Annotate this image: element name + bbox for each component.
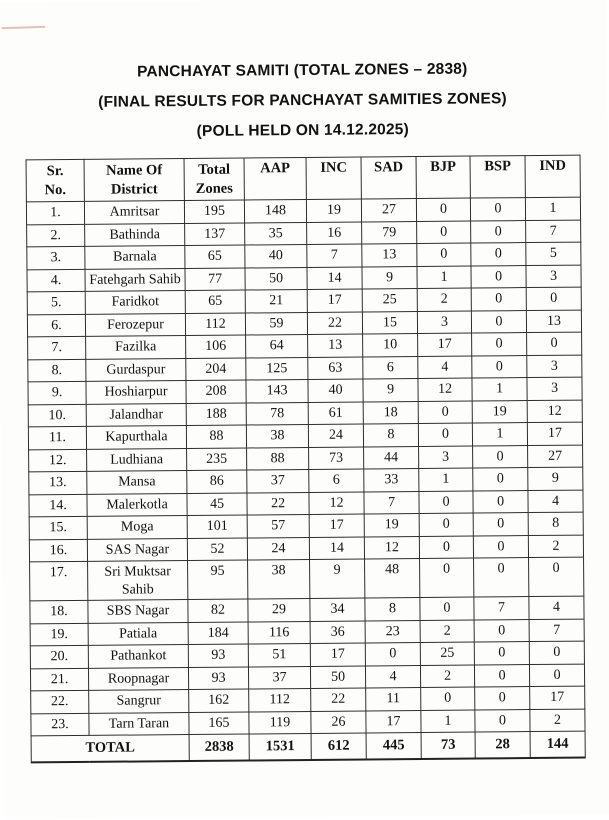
cell-sad: 15	[362, 311, 417, 334]
cell-bsp: 0	[473, 445, 528, 468]
cell-sr: 10.	[28, 404, 86, 427]
cell-district: Moga	[87, 516, 187, 539]
cell-sad: 27	[361, 199, 416, 222]
cell-sr: 21.	[30, 668, 88, 691]
cell-sr: 13.	[29, 471, 87, 494]
cell-aap: 78	[246, 402, 308, 425]
cell-inc: 14	[309, 536, 364, 559]
cell-sad: 0	[365, 643, 420, 666]
cell-bjp: 0	[417, 221, 471, 244]
cell-aap: 59	[245, 312, 307, 335]
cell-ind: 17	[527, 422, 582, 445]
cell-inc: 34	[310, 598, 365, 621]
cell-sr: 11.	[28, 426, 86, 449]
cell-bsp: 0	[471, 243, 526, 266]
cell-total: 195	[184, 200, 244, 223]
cell-bjp: 25	[420, 642, 474, 665]
cell-ind: 2	[528, 535, 583, 558]
cell-ind: 0	[529, 557, 584, 596]
cell-bsp: 0	[474, 619, 529, 642]
cell-sad: 7	[364, 491, 419, 514]
cell-sad: 44	[364, 446, 419, 469]
cell-bsp: 0	[473, 535, 528, 558]
cell-bjp: 17	[418, 333, 472, 356]
cell-sr: 6.	[27, 314, 85, 337]
cell-district: Faridkot	[85, 291, 185, 314]
col-header-total-zones: Total Zones	[184, 158, 244, 201]
cell-sad: 13	[362, 244, 417, 267]
cell-ind: 3	[527, 355, 582, 378]
cell-district: Sangrur	[89, 690, 189, 713]
cell-bsp: 0	[473, 468, 528, 491]
document-title-line1: PANCHAYAT SAMITI (TOTAL ZONES – 2838)	[136, 60, 468, 81]
cell-district: Ludhiana	[87, 448, 187, 471]
cell-bsp: 0	[471, 288, 526, 311]
cell-sad: 48	[365, 559, 420, 598]
cell-aap: 38	[248, 559, 310, 599]
cell-bjp: 0	[419, 491, 473, 514]
cell-sr: 4.	[27, 269, 85, 292]
cell-total: 77	[185, 268, 245, 291]
cell-district: Mansa	[87, 471, 187, 494]
cell-bjp: 1	[419, 468, 473, 491]
cell-inc: 17	[309, 514, 364, 537]
cell-sr: 8.	[28, 359, 86, 382]
cell-sad: 23	[365, 620, 420, 643]
cell-bsp: 19	[472, 400, 527, 423]
cell-district: Tarn Taran	[89, 712, 189, 735]
table-header-row	[26, 155, 580, 202]
cell-sad: 11	[366, 688, 421, 711]
cell-inc: 6	[309, 469, 364, 492]
cell-total: 82	[188, 599, 248, 622]
cell-ind: 17	[530, 686, 585, 709]
cell-inc: 73	[309, 446, 364, 469]
cell-total: 204	[186, 358, 246, 381]
cell-aap: 116	[248, 621, 310, 644]
cell-aap: 24	[247, 537, 309, 560]
document-title-line2: (FINAL RESULTS FOR PANCHAYAT SAMITIES ZONES)	[98, 90, 507, 111]
cell-sr: 22.	[31, 690, 89, 713]
cell-aap: 38	[246, 424, 308, 447]
cell-sr: 7.	[28, 336, 86, 359]
cell-district: Gurdaspur	[86, 358, 186, 381]
cell-sr: 3.	[27, 246, 85, 269]
cell-inc: 12	[309, 491, 364, 514]
cell-ind: 4	[528, 490, 583, 513]
cell-sr: 2.	[27, 224, 85, 247]
cell-bsp: 0	[475, 709, 530, 732]
cell-total: 165	[189, 712, 249, 735]
cell-sr: 20.	[30, 645, 88, 668]
cell-bsp: 0	[474, 558, 529, 597]
cell-bjp: 0	[421, 687, 475, 710]
cell-inc: 40	[308, 379, 363, 402]
cell-sad: 25	[362, 289, 417, 312]
cell-sad: 79	[362, 221, 417, 244]
cell-inc: 17	[310, 643, 365, 666]
cell-sr: 12.	[29, 449, 87, 472]
cell-ind: 3	[526, 265, 581, 288]
cell-total: 86	[187, 470, 247, 493]
cell-inc: 61	[308, 401, 363, 424]
cell-total: 65	[185, 290, 245, 313]
cell-total: 106	[186, 335, 246, 358]
cell-district: Ferozepur	[85, 313, 185, 336]
cell-district: Fatehgarh Sahib	[85, 268, 185, 291]
cell-inc: 50	[310, 665, 365, 688]
cell-bsp: 0	[471, 220, 526, 243]
cell-inc: 19	[306, 199, 361, 222]
cell-inc: 24	[308, 424, 363, 447]
cell-district: SAS Nagar	[87, 538, 187, 561]
cell-bjp: 0	[419, 513, 473, 536]
cell-ind: 4	[529, 596, 584, 619]
cell-district: SBS Nagar	[88, 600, 188, 623]
cell-sr: 9.	[28, 381, 86, 404]
cell-ind: 2	[530, 709, 585, 732]
cell-sr: 1.	[26, 201, 84, 224]
cell-aap: 119	[249, 711, 311, 734]
cell-sr: 16.	[29, 539, 87, 562]
cell-bsp: 0	[473, 513, 528, 536]
total-bjp-value: 73	[421, 732, 475, 758]
cell-inc: 14	[307, 266, 362, 289]
cell-sad: 12	[364, 536, 419, 559]
cell-bsp: 0	[471, 265, 526, 288]
cell-bjp: 4	[418, 356, 472, 379]
cell-total: 184	[188, 622, 248, 645]
cell-district: Pathankot	[88, 645, 188, 668]
cell-bjp: 2	[420, 620, 474, 643]
cell-bjp: 2	[417, 288, 471, 311]
total-bsp-value: 28	[475, 732, 530, 758]
col-header-district: Name Of District	[84, 159, 184, 202]
cell-sr: 14.	[29, 494, 87, 517]
cell-aap: 143	[246, 379, 308, 402]
cell-bjp: 0	[419, 536, 473, 559]
cell-bsp: 7	[474, 597, 529, 620]
cell-total: 208	[186, 380, 246, 403]
total-inc-value: 612	[311, 733, 366, 759]
cell-sad: 8	[365, 598, 420, 621]
total-aap-value: 1531	[249, 733, 311, 760]
total-row	[31, 731, 585, 762]
cell-bsp: 0	[470, 198, 525, 221]
cell-total: 93	[188, 667, 248, 690]
col-header-sr-no: Sr. No.	[26, 159, 84, 202]
document-title-line3: (POLL HELD ON 14.12.2025)	[196, 121, 410, 140]
cell-sad: 4	[365, 665, 420, 688]
cell-bsp: 0	[475, 687, 530, 710]
cell-ind: 5	[526, 242, 581, 265]
total-ind-value: 144	[530, 731, 585, 757]
cell-sad: 9	[362, 266, 417, 289]
col-header-ind: IND	[525, 155, 580, 197]
cell-district: Hoshiarpur	[86, 381, 186, 404]
cell-ind: 13	[526, 310, 581, 333]
cell-ind: 0	[529, 641, 584, 664]
col-header-bjp: BJP	[416, 156, 470, 198]
cell-total: 162	[189, 689, 249, 712]
cell-district: Jalandhar	[86, 403, 186, 426]
cell-bjp: 12	[418, 378, 472, 401]
cell-bjp: 2	[420, 665, 474, 688]
cell-aap: 64	[246, 334, 308, 357]
cell-sad: 18	[363, 401, 418, 424]
cell-inc: 17	[307, 289, 362, 312]
total-sad-value: 445	[366, 732, 421, 758]
cell-district: Roopnagar	[88, 667, 188, 690]
col-header-inc: INC	[306, 157, 361, 199]
cell-bjp: 1	[417, 266, 471, 289]
cell-aap: 37	[247, 469, 309, 492]
cell-ind: 1	[525, 197, 580, 220]
cell-district: Sri Muktsar Sahib	[88, 561, 188, 601]
cell-total: 188	[186, 403, 246, 426]
cell-aap: 40	[245, 244, 307, 267]
cell-total: 52	[187, 538, 247, 561]
cell-bjp: 0	[416, 198, 470, 221]
cell-bjp: 1	[421, 710, 475, 733]
cell-bjp: 0	[418, 401, 472, 424]
cell-aap: 21	[245, 289, 307, 312]
cell-aap: 148	[244, 199, 306, 222]
cell-ind: 3	[527, 377, 582, 400]
cell-total: 45	[187, 493, 247, 516]
cell-inc: 36	[310, 620, 365, 643]
col-header-sad: SAD	[361, 157, 416, 199]
cell-aap: 35	[245, 222, 307, 245]
cell-bsp: 0	[473, 490, 528, 513]
cell-district: Kapurthala	[86, 426, 186, 449]
cell-total: 65	[185, 245, 245, 268]
cell-ind: 0	[526, 287, 581, 310]
cell-ind: 0	[529, 664, 584, 687]
cell-inc: 9	[310, 559, 365, 598]
cell-ind: 9	[528, 467, 583, 490]
cell-bsp: 0	[474, 664, 529, 687]
cell-total: 137	[185, 223, 245, 246]
cell-bsp: 0	[474, 642, 529, 665]
cell-total: 235	[187, 448, 247, 471]
cell-sr: 23.	[31, 713, 89, 736]
cell-sad: 9	[363, 379, 418, 402]
cell-bjp: 3	[419, 446, 473, 469]
cell-inc: 13	[308, 334, 363, 357]
cell-district: Amritsar	[84, 201, 184, 224]
cell-bjp: 0	[420, 597, 474, 620]
cell-sr: 15.	[29, 516, 87, 539]
cell-sad: 19	[364, 514, 419, 537]
document-header	[0, 53, 607, 148]
cell-inc: 22	[307, 311, 362, 334]
col-header-aap: AAP	[244, 157, 306, 200]
cell-ind: 7	[526, 220, 581, 243]
scan-artifact-line	[1, 26, 45, 29]
cell-bjp: 0	[420, 558, 474, 597]
cell-bjp: 0	[418, 423, 472, 446]
total-label: TOTAL	[31, 735, 189, 762]
cell-ind: 27	[528, 445, 583, 468]
cell-total: 93	[188, 644, 248, 667]
cell-ind: 0	[527, 332, 582, 355]
cell-district: Malerkotla	[87, 493, 187, 516]
cell-aap: 37	[248, 666, 310, 689]
cell-inc: 16	[307, 221, 362, 244]
cell-district: Fazilka	[86, 336, 186, 359]
cell-sad: 8	[363, 424, 418, 447]
cell-aap: 57	[247, 514, 309, 537]
cell-inc: 26	[311, 710, 366, 733]
cell-bsp: 0	[472, 355, 527, 378]
cell-sr: 18.	[30, 600, 88, 623]
cell-aap: 51	[248, 643, 310, 666]
table-row	[30, 557, 584, 601]
cell-aap: 88	[247, 447, 309, 470]
cell-inc: 22	[311, 688, 366, 711]
cell-inc: 63	[308, 356, 363, 379]
cell-aap: 125	[246, 357, 308, 380]
cell-ind: 12	[527, 400, 582, 423]
cell-sad: 33	[364, 469, 419, 492]
cell-sad: 17	[366, 710, 421, 733]
cell-sr: 19.	[30, 623, 88, 646]
cell-bsp: 0	[471, 310, 526, 333]
cell-total: 101	[187, 515, 247, 538]
cell-inc: 7	[307, 244, 362, 267]
cell-bsp: 1	[472, 423, 527, 446]
cell-bjp: 0	[417, 243, 471, 266]
cell-district: Bathinda	[85, 223, 185, 246]
cell-bjp: 3	[417, 311, 471, 334]
cell-district: Barnala	[85, 246, 185, 269]
cell-sr: 5.	[27, 291, 85, 314]
cell-ind: 7	[529, 619, 584, 642]
cell-total: 95	[188, 560, 248, 600]
col-header-bsp: BSP	[470, 156, 525, 198]
cell-total: 88	[186, 425, 246, 448]
cell-bsp: 0	[472, 333, 527, 356]
total-zones-value: 2838	[189, 734, 249, 761]
cell-sad: 6	[363, 356, 418, 379]
results-table	[26, 155, 586, 763]
cell-aap: 29	[248, 598, 310, 621]
cell-aap: 50	[245, 267, 307, 290]
cell-bsp: 1	[472, 378, 527, 401]
cell-sr: 17.	[30, 561, 88, 601]
cell-aap: 112	[249, 688, 311, 711]
cell-ind: 8	[528, 512, 583, 535]
cell-sad: 10	[363, 334, 418, 357]
cell-district: Patiala	[88, 622, 188, 645]
cell-total: 112	[185, 313, 245, 336]
cell-aap: 22	[247, 492, 309, 515]
results-tbody	[26, 197, 585, 736]
